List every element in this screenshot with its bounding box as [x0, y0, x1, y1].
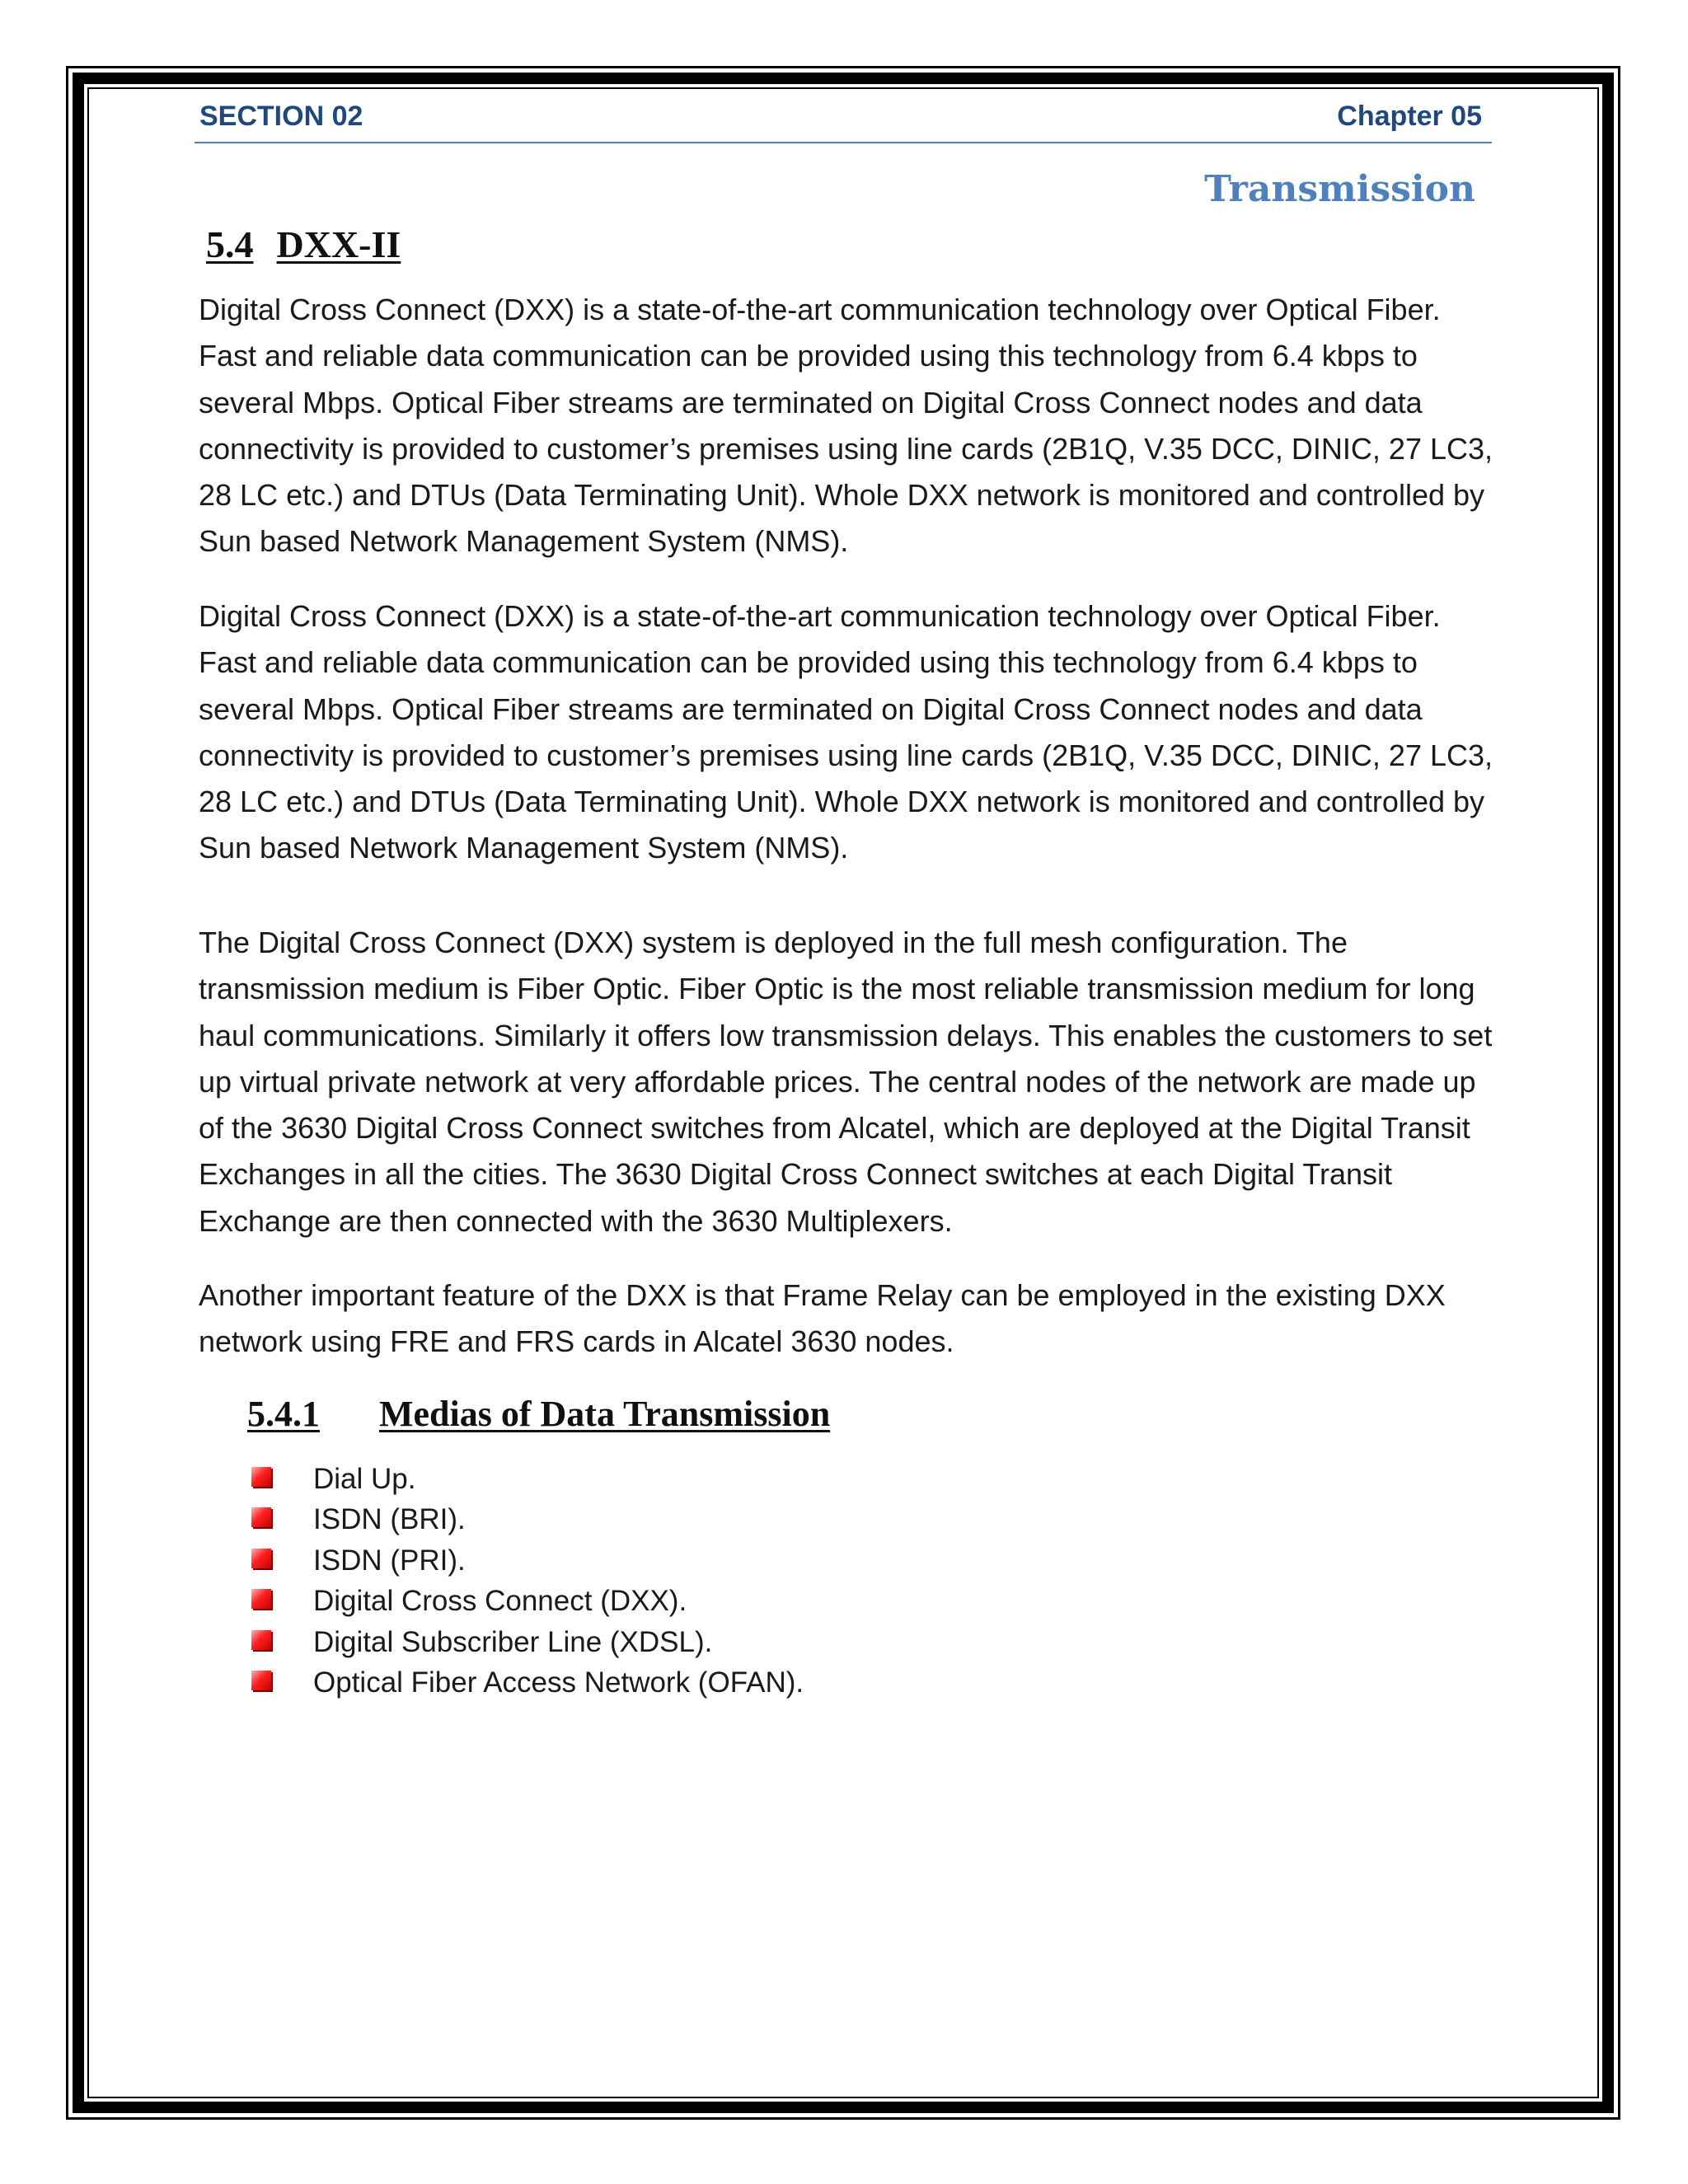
paragraph-1: Digital Cross Connect (DXX) is a state-of-the-art communication technology over Optical Fiber. Fast and reliable data communication can be provided using this technology from 6.4 kbps to several Mbps. Optical Fiber streams are terminated on Digital Cross Connect nodes and data connectivity is provided to customer’s premises using line cards (2B1Q, V.35 DCC, DINIC, 27 LC3, 28 LC etc.) and DTUs (Data Terminating Unit). Whole DXX network is monitored and controlled by Sun based Network Management System (NMS).: [199, 293, 1493, 559]
list-item-text: ISDN (PRI).: [313, 1544, 466, 1577]
subsection-number: 5.4.1: [247, 1394, 320, 1434]
subsection-heading: [247, 1393, 830, 1435]
list-item-text: ISDN (BRI).: [313, 1503, 466, 1536]
list-item: [247, 1540, 804, 1581]
square-bullet-icon: [251, 1630, 271, 1650]
paragraph-3: The Digital Cross Connect (DXX) system is deployed in the full mesh configuration. The transmission medium is Fiber Optic. Fiber Optic is the most reliable transmission medium for long haul communications. Similarly it offers low transmission delays. This enables the customers to set up virtual private network at very affordable prices. The central nodes of the network are made up of the 3630 Digital Cross Connect switches from Alcatel, which are deployed at the Digital Transit Exchanges in all the cities. The 3630 Digital Cross Connect switches at each Digital Transit Exchange are then connected with the 3630 Multiplexers.: [199, 926, 1493, 1238]
square-bullet-icon: [251, 1507, 271, 1527]
list-item: [247, 1622, 804, 1662]
section-title: DXX-II: [276, 223, 401, 265]
list-item-text: Digital Cross Connect (DXX).: [313, 1585, 687, 1618]
list-item-text: Dial Up.: [313, 1463, 416, 1495]
square-bullet-icon: [251, 1467, 271, 1487]
list-item: [247, 1581, 804, 1621]
list-item-text: Optical Fiber Access Network (OFAN).: [313, 1666, 804, 1699]
list-item: [247, 1499, 804, 1540]
paragraph-4: Another important feature of the DXX is that Frame Relay can be employed in the existing DXX network using FRE and FRS cards in Alcatel 3630 nodes.: [199, 1278, 1446, 1359]
square-bullet-icon: [251, 1671, 271, 1690]
subsection-title: Medias of Data Transmission: [379, 1394, 831, 1434]
list-item: [247, 1459, 804, 1499]
list-item: [247, 1662, 804, 1703]
header-section-label: SECTION 02: [199, 101, 363, 132]
square-bullet-icon: [251, 1549, 271, 1568]
section-heading: [198, 223, 401, 266]
paragraph-2: Digital Cross Connect (DXX) is a state-of-the-art communication technology over Optical Fiber. Fast and reliable data communication can be provided using this technology from 6.4 kbps to several Mbps. Optical Fiber streams are terminated on Digital Cross Connect nodes and data connectivity is provided to customer’s premises using line cards (2B1Q, V.35 DCC, DINIC, 27 LC3, 28 LC etc.) and DTUs (Data Terminating Unit). Whole DXX network is monitored and controlled by Sun based Network Management System (NMS).: [199, 599, 1493, 865]
header-chapter-label: Chapter 05: [1337, 101, 1482, 132]
media-list: [247, 1459, 804, 1703]
square-bullet-icon: [251, 1589, 271, 1609]
section-number: 5.4: [206, 223, 254, 265]
page-header: [195, 97, 1492, 143]
list-item-text: Digital Subscriber Line (XDSL).: [313, 1625, 713, 1658]
running-title: Transmission: [1204, 168, 1475, 210]
